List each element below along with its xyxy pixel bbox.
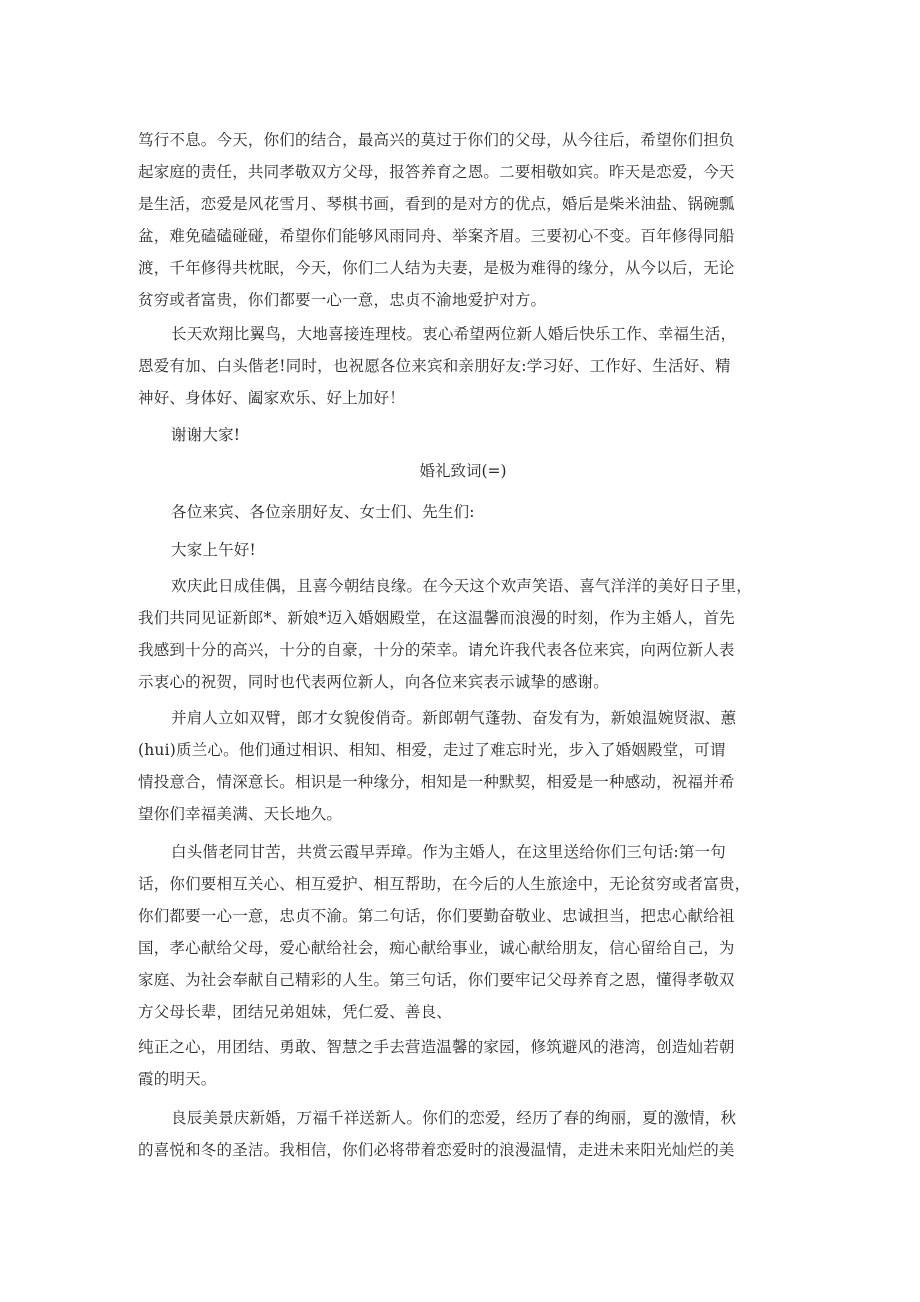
text-line: 渡，千年修得共枕眠，今天，你们二人结为夫妻，是极为难得的缘分，从今以后，无论 [138, 259, 735, 277]
text-line: 你们都要一心一意，忠贞不渝。第二句话，你们要勤奋敬业、忠诚担当，把忠心献给祖 [138, 907, 735, 925]
text-line: 盆，难免磕磕碰碰，希望你们能够风雨同舟、举案齐眉。三要初心不变。百年修得同船 [138, 227, 735, 245]
text-line: 我们共同见证新郎*、新娘*迈入婚姻殿堂，在这温馨而浪漫的时刻，作为主婚人，首先 [138, 609, 735, 627]
text-line: 白头偕老同甘苦，共赏云霞早弄璋。作为主婚人，在这里送给你们三句话:第一句 [171, 843, 726, 861]
greeting [138, 534, 788, 566]
text-line: 示衷心的祝贺，同时也代表两位新人，向各位来宾表示诚挚的感谢。 [138, 673, 610, 691]
text-line: 国，孝心献给父母，爱心献给社会，痴心献给事业，诚心献给朋友，信心留给自己，为 [138, 939, 735, 957]
text-line: 的喜悦和冬的圣洁。我相信，你们必将带着恋爱时的浪漫温情，走进未来阳光灿烂的美 [138, 1141, 735, 1159]
text-line: 神好、身体好、阖家欢乐、好上加好！ [138, 389, 405, 407]
text-line: 各位来宾、各位亲朋好友、女士们、先生们: [171, 503, 475, 521]
thanks-line [138, 419, 788, 451]
text-line: 我感到十分的高兴，十分的自豪，十分的荣幸。请允许我代表各位来宾，向两位新人表 [138, 641, 735, 659]
text-line: 贫穷或者富贵，你们都要一心一意，忠贞不渝地爱护对方。 [138, 291, 547, 309]
paragraph-3 [138, 570, 788, 698]
text-line: 霞的明天。 [138, 1070, 217, 1088]
paragraph-4 [138, 702, 788, 830]
text-line: 望你们幸福美满、天长地久。 [138, 805, 343, 823]
text-line: 起家庭的责任，共同孝敬双方父母，报答养育之恩。二要相敬如宾。昨天是恋爱，今天 [138, 163, 735, 181]
section-title: 婚礼致词(=) [419, 462, 507, 480]
paragraph-6 [138, 1031, 788, 1095]
text-line: 纯正之心，用团结、勇敢、智慧之手去营造温馨的家园，修筑避风的港湾，创造灿若朝 [138, 1038, 735, 1056]
text-line: 恩爱有加、白头偕老!同时，也祝愿各位来宾和亲朋好友:学习好、工作好、生活好、精 [138, 357, 731, 375]
text-line: 话，你们要相互关心、相互爱护、相互帮助，在今后的人生旅途中，无论贫穷或者富贵， [138, 875, 751, 893]
text-line: 方父母长辈，团结兄弟姐妹，凭仁爱、善良、 [138, 1003, 453, 1021]
text-line: 良辰美景庆新婚，万福千祥送新人。你们的恋爱，经历了春的绚丽，夏的激情，秋 [171, 1109, 737, 1127]
paragraph-2 [138, 318, 788, 414]
text-line: 家庭、为社会奉献自己精彩的人生。第三句话，你们要牢记父母养育之恩，懂得孝敬双 [138, 971, 735, 989]
text-line: 情投意合，情深意长。相识是一种缘分，相知是一种默契，相爱是一种感动，祝福并希 [138, 773, 735, 791]
text-line: 长天欢翔比翼鸟，大地喜接连理枝。衷心希望两位新人婚后快乐工作、幸福生活， [171, 325, 737, 343]
text-line: (hui)质兰心。他们通过相识、相知、相爱，走过了难忘时光，步入了婚姻殿堂，可谓 [138, 741, 726, 759]
text-line: 欢庆此日成佳偶，且喜今朝结良缘。在今天这个欢声笑语、喜气洋洋的美好日子里， [171, 577, 752, 595]
paragraph-7 [138, 1102, 788, 1166]
text-line: 是生活，恋爱是风花雪月、琴棋书画，看到的是对方的优点，婚后是柴米油盐、锅碗瓢 [138, 195, 735, 213]
text-line: 笃行不息。今天，你们的结合，最高兴的莫过于你们的父母，从今往后，希望你们担负 [138, 131, 735, 149]
text-line: 谢谢大家! [171, 426, 241, 444]
text-line: 大家上午好! [171, 541, 256, 559]
paragraph-1 [138, 124, 788, 316]
salutation [138, 496, 788, 528]
text-line: 并肩人立如双臂，郎才女貌俊俏奇。新郎朝气蓬勃、奋发有为，新娘温婉贤淑、蕙 [171, 709, 737, 727]
paragraph-5 [138, 836, 788, 1028]
